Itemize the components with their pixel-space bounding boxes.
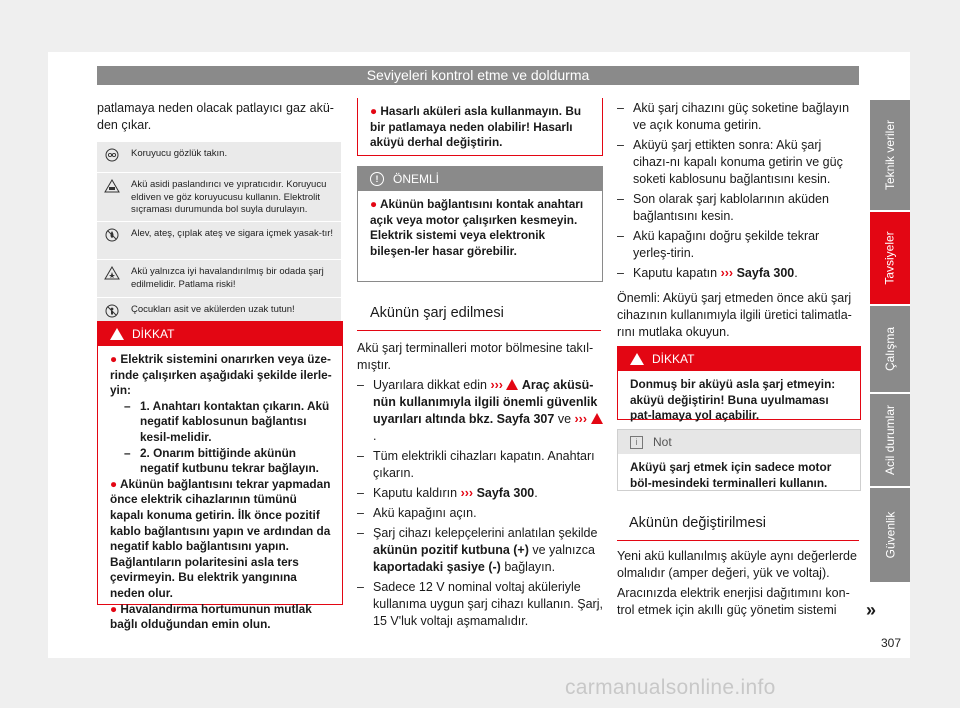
charger-note-text: Önemli: Aküyü şarj etmeden önce akü şarj cihazının kullanımıyla ilgili üretici talimatla-rını mutlaka okuyun. (617, 291, 852, 339)
important-title: ÖNEMLİ (393, 172, 440, 186)
charging-text (357, 340, 603, 630)
symbol-row (97, 172, 341, 221)
tab-teknik-veriler[interactable]: Teknik veriler (870, 100, 910, 210)
step-item: – Akü kapağını açın. (357, 506, 477, 520)
symbol-row (97, 259, 341, 297)
section-title-charging: Akünün şarj edilmesi (370, 305, 504, 321)
page-header-title: Seviyeleri kontrol etme ve doldurma (97, 66, 859, 85)
goggles-icon (97, 142, 127, 172)
info-circle-icon: ! (370, 172, 384, 186)
warning-triangle-icon (630, 353, 644, 365)
symbol-text: Akü yalnızca iyi havalandırılmış bir odada şarj edilmelidir. Patlama riski! (131, 266, 324, 290)
warning-header (98, 322, 342, 346)
tab-guvenlik[interactable]: Güvenlik (870, 488, 910, 582)
warning-dash-item: – 1. Anahtarı kontaktan çıkarın. Akü negatif kablosunun bağlantısı kesil-melidir. (124, 398, 330, 444)
symbol-row (97, 141, 341, 172)
step-item: – Akü kapağını doğru şekilde tekrar yerleş-tirin. (617, 229, 820, 260)
important-header (358, 167, 602, 191)
symbol-text: Koruyucu gözlük takın. (131, 148, 228, 159)
symbol-text: Çocukları asit ve akülerden uzak tutun! (131, 304, 295, 315)
warning-bullet: ● Akünün bağlantısını tekrar yapmadan önce elektrik cihazlarının tümünü kapalı konuma getirin. İlk önce pozitif kablo bağlantısını yapın ve ardından da negatif kablo bağlantısını yapın. Bağlantıların polaritesini asla ters çevirmeyin. Bu elektrik yangınına neden olur. (110, 476, 331, 600)
important-box (357, 166, 603, 282)
warning-body: Donmuş bir aküyü asla şarj etmeyin: aküyü değiştirin! Buna uyulmaması pat-lamaya yol açabilir. (630, 377, 836, 423)
explosion-icon (97, 260, 127, 297)
symbol-row (97, 221, 341, 259)
watermark: carmanualsonline.info (565, 676, 776, 699)
page-link[interactable]: Sayfa 300 (736, 266, 795, 280)
left-intro-line2: den çıkar. (97, 118, 152, 132)
step-item: – Akü şarj cihazını güç soketine bağlayın ve açık konuma getirin. (617, 101, 850, 132)
page-link[interactable]: Sayfa 300 (476, 486, 535, 500)
step-item: – Kaputu kaldırın ››› Sayfa 300. (357, 486, 538, 500)
step-item: – Uyarılara dikkat edin ››› Araç aküsü-nün kullanımıyla ilgili önemli güvenlik uyarıları altında bkz. Sayfa 307 ve ››› . (357, 377, 603, 445)
warning-triangle-icon (110, 328, 124, 340)
no-fire-icon (97, 222, 127, 259)
note-box (617, 429, 861, 491)
right-steps (617, 100, 860, 341)
warning-triangle-icon (591, 413, 603, 424)
tab-calisma[interactable]: Çalışma (870, 306, 910, 392)
replacement-paragraph: Aracınızda elektrik enerjisi dağıtımını kon-trol etmek için akıllı güç yönetim sistemi (617, 586, 850, 617)
important-body (358, 191, 602, 265)
note-header (618, 430, 860, 454)
note-body: Aküyü şarj etmek için sadece motor böl-mesindeki terminalleri kullanın. (630, 460, 832, 490)
step-item: – Aküyü şarj ettikten sonra: Akü şarj cihazı-nı kapalı konuma getirin ve güç soketi kablosunu bağlantısını kesin. (617, 138, 843, 186)
continue-mark: » (866, 600, 877, 620)
charging-intro: Akü şarj terminalleri motor bölmesine takıl-mıştır. (357, 341, 594, 372)
tab-tavsiyeler[interactable]: Tavsiyeler (870, 212, 910, 304)
step-item: – Sadece 12 V nominal voltaj aküleriyle kullanıma uygun şarj cihazı kullanın. Şarj, 15 V'luk voltajı aşmamalıdır. (357, 580, 603, 628)
warning-triangle-icon (506, 379, 518, 390)
step-item: – Tüm elektrikli cihazları kapatın. Anahtarı çıkarın. (357, 449, 595, 480)
symbol-text: Alev, ateş, çıplak ateş ve sigara içmek yasak-tır! (131, 228, 334, 239)
replacement-text (617, 548, 862, 619)
safety-symbols-table (97, 141, 341, 327)
warning-header (618, 347, 860, 371)
left-intro-line1: patlamaya neden olacak patlayıcı gaz akü- (97, 101, 334, 115)
step-item: – Şarj cihazı kelepçelerini anlatılan şekilde akünün pozitif kutbuna (+) ve yalnızca kaportadaki şasiye (-) bağlayın. (357, 526, 598, 574)
step-item: – Son olarak şarj kablolarının aküden bağlantısını kesin. (617, 192, 829, 223)
warning-title: DİKKAT (652, 352, 695, 366)
warning-box-continued (357, 98, 603, 156)
symbol-text: Akü asidi paslandırıcı ve yıpratıcıdır. Koruyucu eldiven ve göz koruyucusu kullanın. Elektrolit sıçraması durumunda bol suyla durulayın. (131, 179, 327, 215)
note-title: Not (653, 435, 672, 449)
tab-acil-durumlar[interactable]: Acil durumlar (870, 394, 910, 486)
warning-bullet: ● Hasarlı aküleri asla kullanmayın. Bu bir patlamaya neden olabilir! Hasarlı aküyü derhal değiştirin. (370, 104, 582, 150)
left-intro (97, 100, 343, 134)
warning-bullet: ● Havalandırma hortumunun mutlak bağlı olduğundan emin olun. (110, 601, 312, 632)
warning-body (358, 98, 602, 157)
info-icon: i (630, 436, 643, 449)
warning-box-right (617, 346, 861, 423)
warning-box-left (97, 321, 343, 632)
step-item: – Kaputu kapatın ››› Sayfa 300. (617, 266, 798, 280)
section-rule (357, 330, 601, 331)
warning-body (98, 346, 342, 639)
important-bullet: ● Akünün bağlantısını kontak anahtarı açık veya motor çalışırken kesmeyin. Elektrik sistemi veya elektronik bileşen-ler hasar görebilir. (370, 197, 584, 258)
section-rule (617, 540, 859, 541)
warning-dash-item: – 2. Onarım bittiğinde akünün negatif kutbunu tekrar bağlayın. (124, 445, 319, 476)
replacement-paragraph: Yeni akü kullanılmış aküyle aynı değerlerde olmalıdır (amper değeri, yük ve voltaj). (617, 549, 857, 580)
warning-title: DİKKAT (132, 327, 175, 341)
warning-bullet: ● Elektrik sistemini onarırken veya üze-rinde çalışırken aşağıdaki şekilde ilerle-yin: (110, 352, 332, 398)
section-title-replacement: Akünün değiştirilmesi (629, 515, 767, 531)
page-number: 307 (881, 636, 902, 650)
corrosive-icon (97, 173, 127, 221)
